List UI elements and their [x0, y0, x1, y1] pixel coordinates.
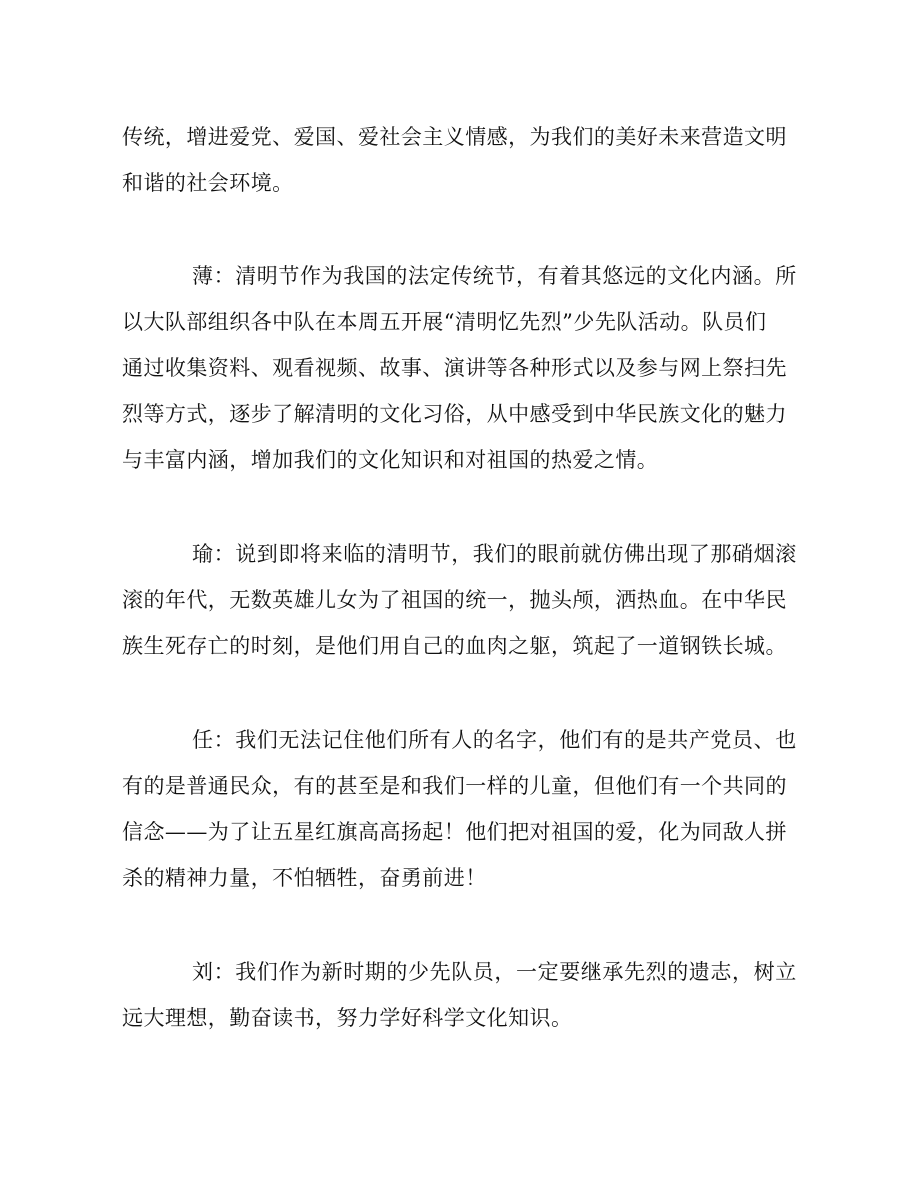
paragraph-line: 通过收集资料、观看视频、故事、演讲等各种形式以及参与网上祭扫先 [122, 356, 787, 380]
paragraph-line: 远大理想，勤奋读书，努力学好科学文化知识。 [122, 1006, 573, 1030]
paragraph-line: 薄：清明节作为我国的法定传统节，有着其悠远的文化内涵。所 [192, 264, 797, 288]
paragraph-line: 任：我们无法记住他们所有人的名字，他们有的是共产党员、也 [192, 728, 797, 752]
paragraph-line: 刘：我们作为新时期的少先队员，一定要继承先烈的遗志，树立 [192, 960, 797, 984]
paragraph-line: 有的是普通民众，有的甚至是和我们一样的儿童，但他们有一个共同的 [122, 774, 787, 798]
paragraph-line: 与丰富内涵，增加我们的文化知识和对祖国的热爱之情。 [122, 448, 659, 472]
paragraph-line: 族生死存亡的时刻，是他们用自己的血肉之躯，筑起了一道钢铁长城。 [122, 634, 787, 658]
paragraph-line: 传统，增进爱党、爱国、爱社会主义情感，为我们的美好未来营造文明 [122, 125, 787, 149]
paragraph-line: 瑜：说到即将来临的清明节，我们的眼前就仿佛出现了那硝烟滚 [192, 542, 797, 566]
paragraph-line: 以大队部组织各中队在本周五开展“清明忆先烈”少先队活动。队员们 [122, 310, 767, 334]
paragraph-line: 杀的精神力量，不怕牺牲，奋勇前进！ [122, 866, 487, 890]
paragraph-line: 和谐的社会环境。 [122, 171, 294, 195]
paragraph-line: 信念——为了让五星红旗高高扬起！他们把对祖国的爱，化为同敌人拼 [122, 820, 787, 844]
paragraph-line: 烈等方式，逐步了解清明的文化习俗，从中感受到中华民族文化的魅力 [122, 402, 787, 426]
paragraph-line: 滚的年代，无数英雄儿女为了祖国的统一，抛头颅，洒热血。在中华民 [122, 588, 787, 612]
